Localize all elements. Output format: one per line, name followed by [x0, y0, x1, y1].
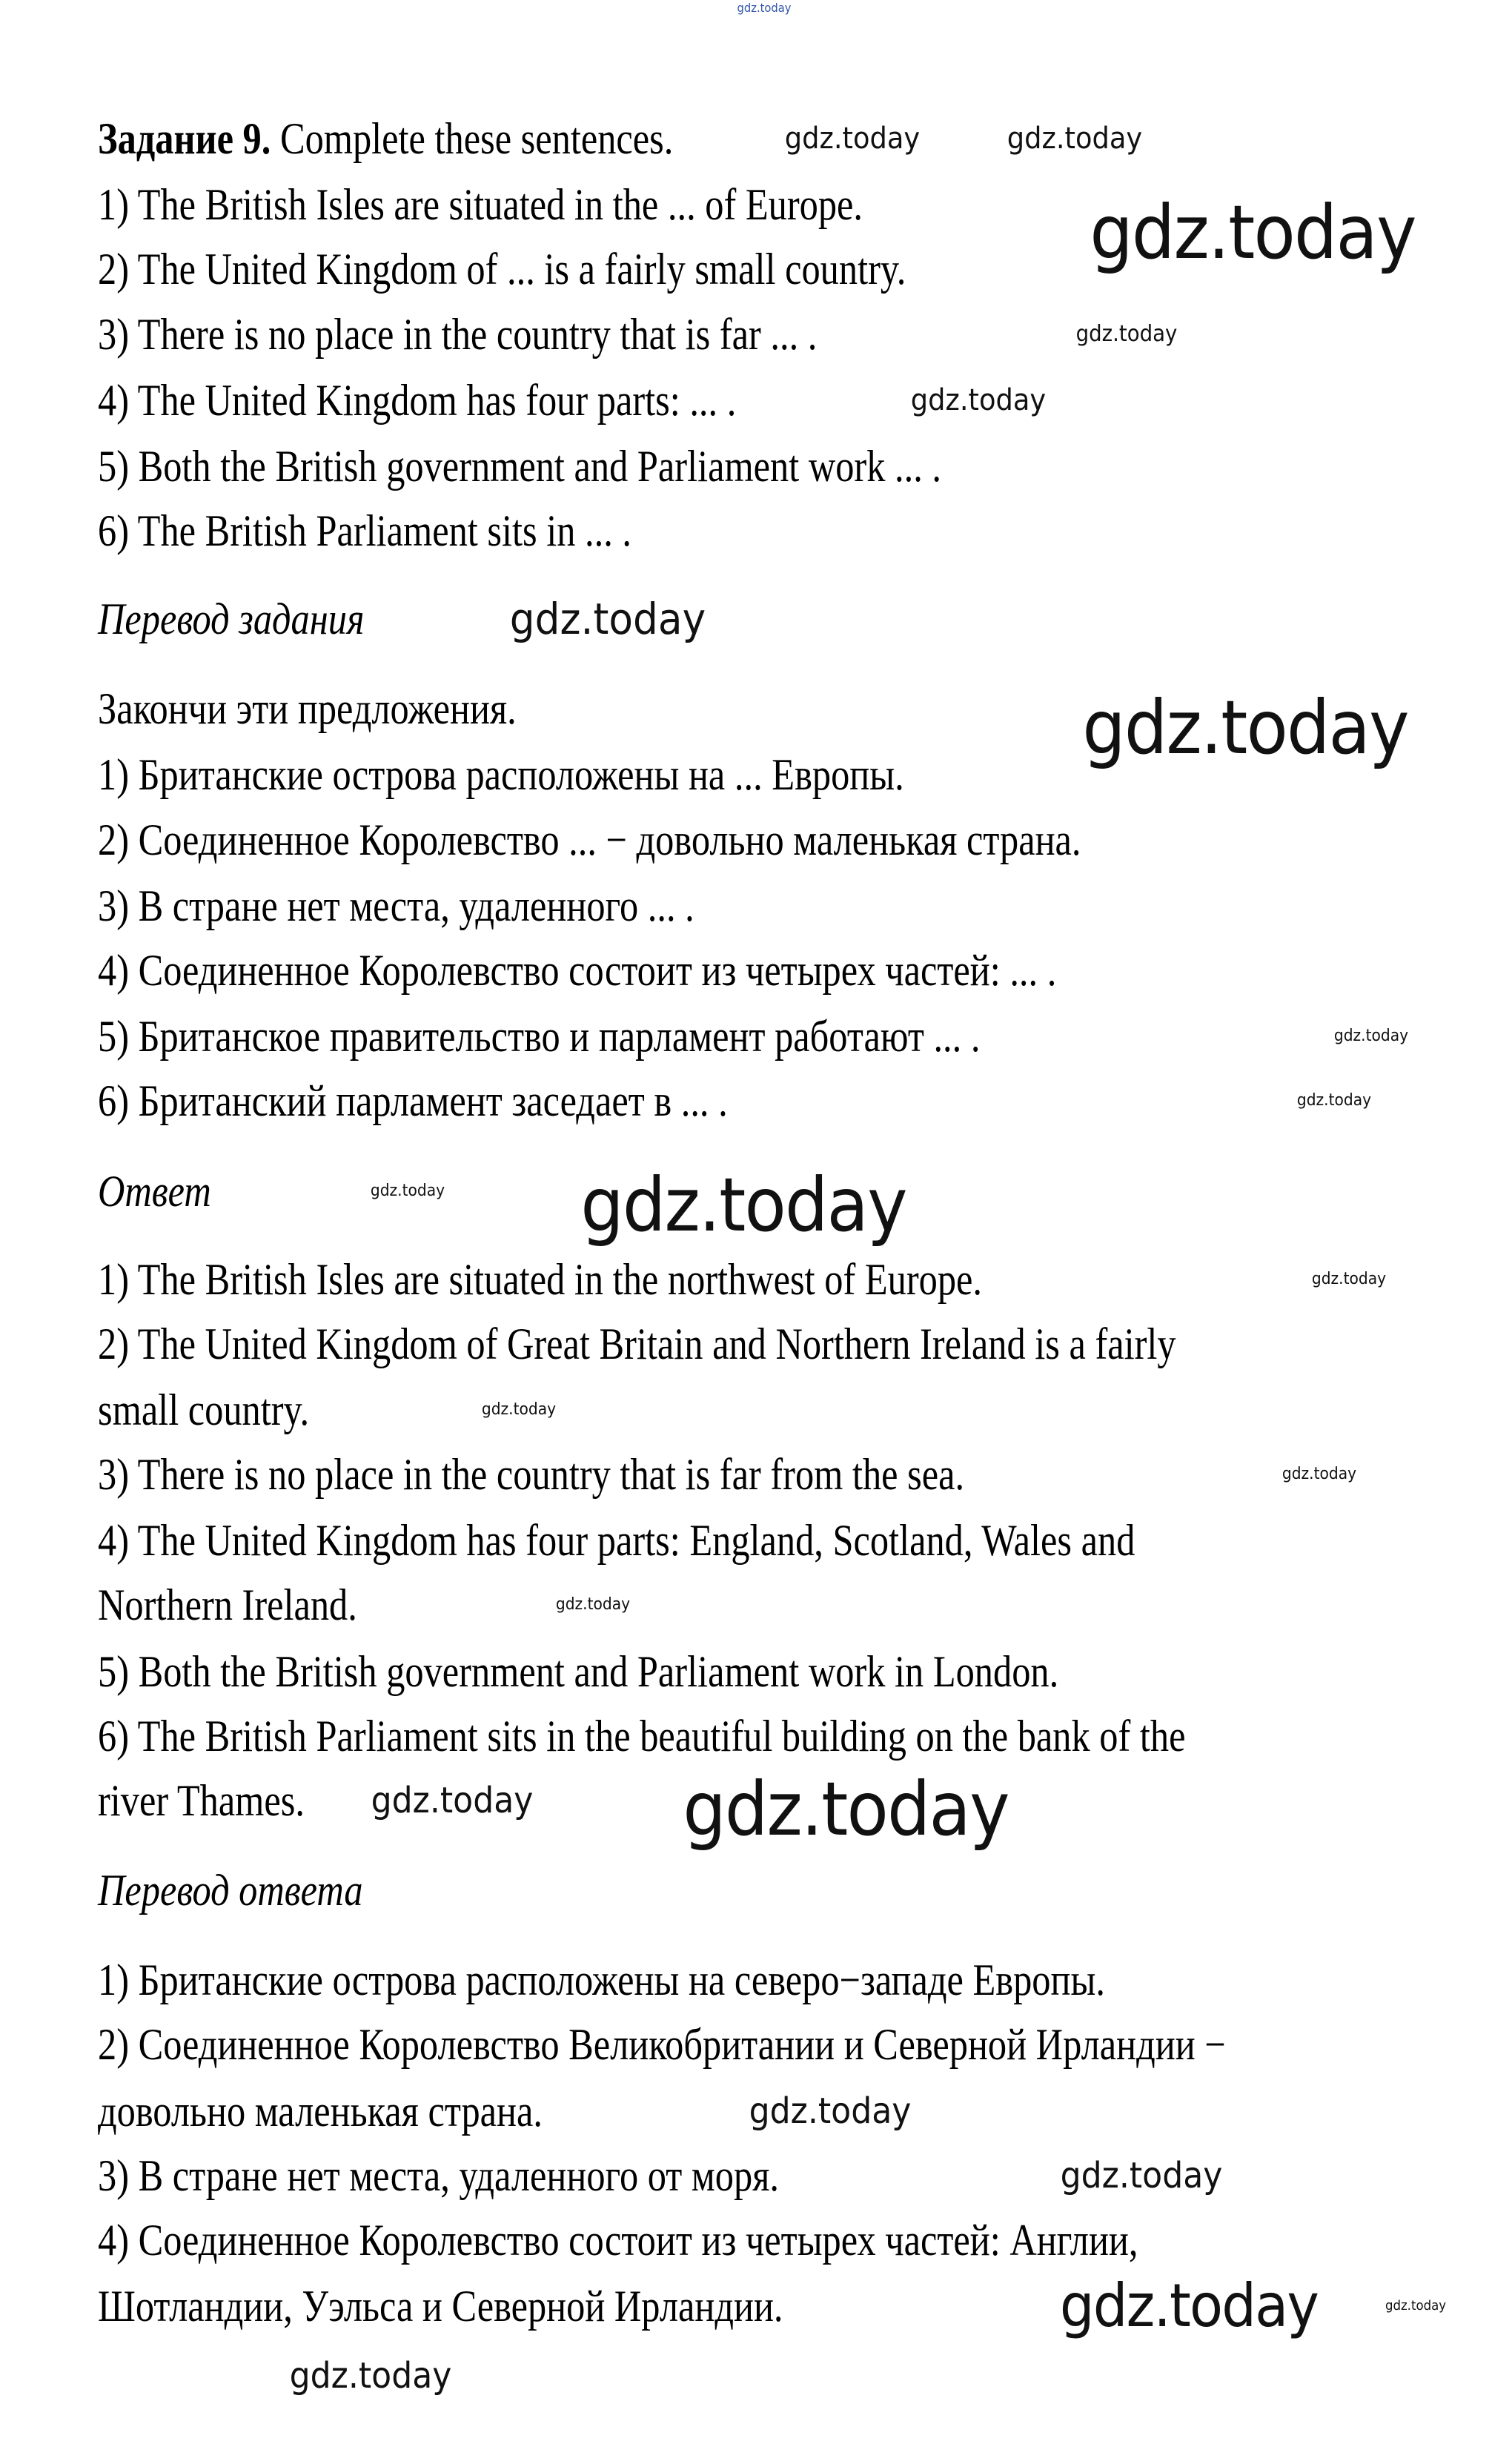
- answer-translation-line: 1) Британские острова расположены на северо−западе Европы.: [98, 1955, 1105, 2004]
- answer-translation-line: 3) В стране нет места, удаленного от моря.: [98, 2151, 779, 2200]
- task-translation-sentence: 3) В стране нет места, удаленного ... .: [98, 881, 694, 930]
- answer-translation-line: Шотландии, Уэльса и Северной Ирландии.: [98, 2282, 783, 2331]
- task-translation-heading: Перевод задания: [98, 595, 365, 643]
- task-translation-sentence: 1) Британские острова расположены на ... Европы.: [98, 750, 904, 799]
- watermark: gdz.today: [580, 1162, 906, 1248]
- watermark: gdz.today: [509, 594, 706, 644]
- task-sentence: 1) The British Isles are situated in the ... of Europe.: [98, 180, 863, 229]
- watermark: gdz.today: [784, 122, 921, 156]
- watermark: gdz.today: [481, 1400, 557, 1419]
- answer-line: 6) The British Parliament sits in the beautiful building on the bank of the: [98, 1712, 1186, 1761]
- answer-line: 2) The United Kingdom of Great Britain and Northern Ireland is a fairly: [98, 1319, 1176, 1368]
- answer-line: 3) There is no place in the country that is far from the sea.: [98, 1450, 965, 1499]
- answer-line: river Thames.: [98, 1776, 305, 1825]
- watermark: gdz.today: [1385, 2298, 1447, 2314]
- answer-line: 4) The United Kingdom has four parts: England, Scotland, Wales and: [98, 1516, 1135, 1565]
- watermark: gdz.today: [737, 1, 792, 15]
- task-translation-sentence: 4) Соединенное Королевство состоит из четырех частей: ... .: [98, 946, 1057, 995]
- watermark: gdz.today: [683, 1766, 1009, 1852]
- watermark: gdz.today: [1082, 684, 1408, 771]
- watermark: gdz.today: [1059, 2271, 1319, 2340]
- answer-translation-line: 4) Соединенное Королевство состоит из четырех частей: Англии,: [98, 2216, 1138, 2265]
- watermark: gdz.today: [749, 2090, 912, 2132]
- answer-translation-line: довольно маленькая страна.: [98, 2087, 543, 2136]
- task-translation-instruction: Закончи эти предложения.: [98, 684, 517, 733]
- answer-line: 1) The British Isles are situated in the northwest of Europe.: [98, 1255, 982, 1304]
- watermark: gdz.today: [1311, 1270, 1387, 1288]
- task-instruction: Complete these sentences.: [279, 114, 674, 163]
- task-translation-sentence: 5) Британское правительство и парламент работают ... .: [98, 1012, 981, 1061]
- answer-line: small country.: [98, 1385, 310, 1434]
- answer-translation-line: 2) Соединенное Королевство Великобритании и Северной Ирландии −: [98, 2020, 1226, 2069]
- task-translation-sentence: 6) Британский парламент заседает в ... .: [98, 1076, 728, 1125]
- task-sentence: 2) The United Kingdom of ... is a fairly small country.: [98, 245, 906, 294]
- watermark: gdz.today: [1090, 189, 1416, 276]
- watermark: gdz.today: [370, 1182, 445, 1200]
- watermark: gdz.today: [1007, 122, 1143, 156]
- watermark: gdz.today: [1060, 2155, 1223, 2196]
- task-sentence: 4) The United Kingdom has four parts: ... .: [98, 376, 737, 425]
- watermark: gdz.today: [371, 1780, 534, 1821]
- answer-heading: Ответ: [98, 1167, 211, 1216]
- watermark: gdz.today: [1296, 1091, 1372, 1110]
- answer-line: Northern Ireland.: [98, 1580, 357, 1629]
- task-sentence: 5) Both the British government and Parliament work ... .: [98, 442, 942, 491]
- task-sentence: 3) There is no place in the country that is far ... .: [98, 310, 818, 359]
- task-label: Задание 9.: [98, 114, 271, 163]
- watermark: gdz.today: [1075, 321, 1178, 347]
- answer-translation-heading: Перевод ответа: [98, 1866, 363, 1915]
- watermark: gdz.today: [555, 1595, 631, 1614]
- watermark: gdz.today: [289, 2355, 452, 2397]
- task-title: [98, 110, 673, 167]
- task-sentence: 6) The British Parliament sits in ... .: [98, 506, 632, 555]
- watermark: gdz.today: [1333, 1027, 1409, 1045]
- watermark: gdz.today: [1281, 1465, 1357, 1483]
- task-translation-sentence: 2) Соединенное Королевство ... − довольно маленькая страна.: [98, 815, 1081, 864]
- answer-line: 5) Both the British government and Parliament work in London.: [98, 1647, 1059, 1696]
- watermark: gdz.today: [910, 383, 1047, 417]
